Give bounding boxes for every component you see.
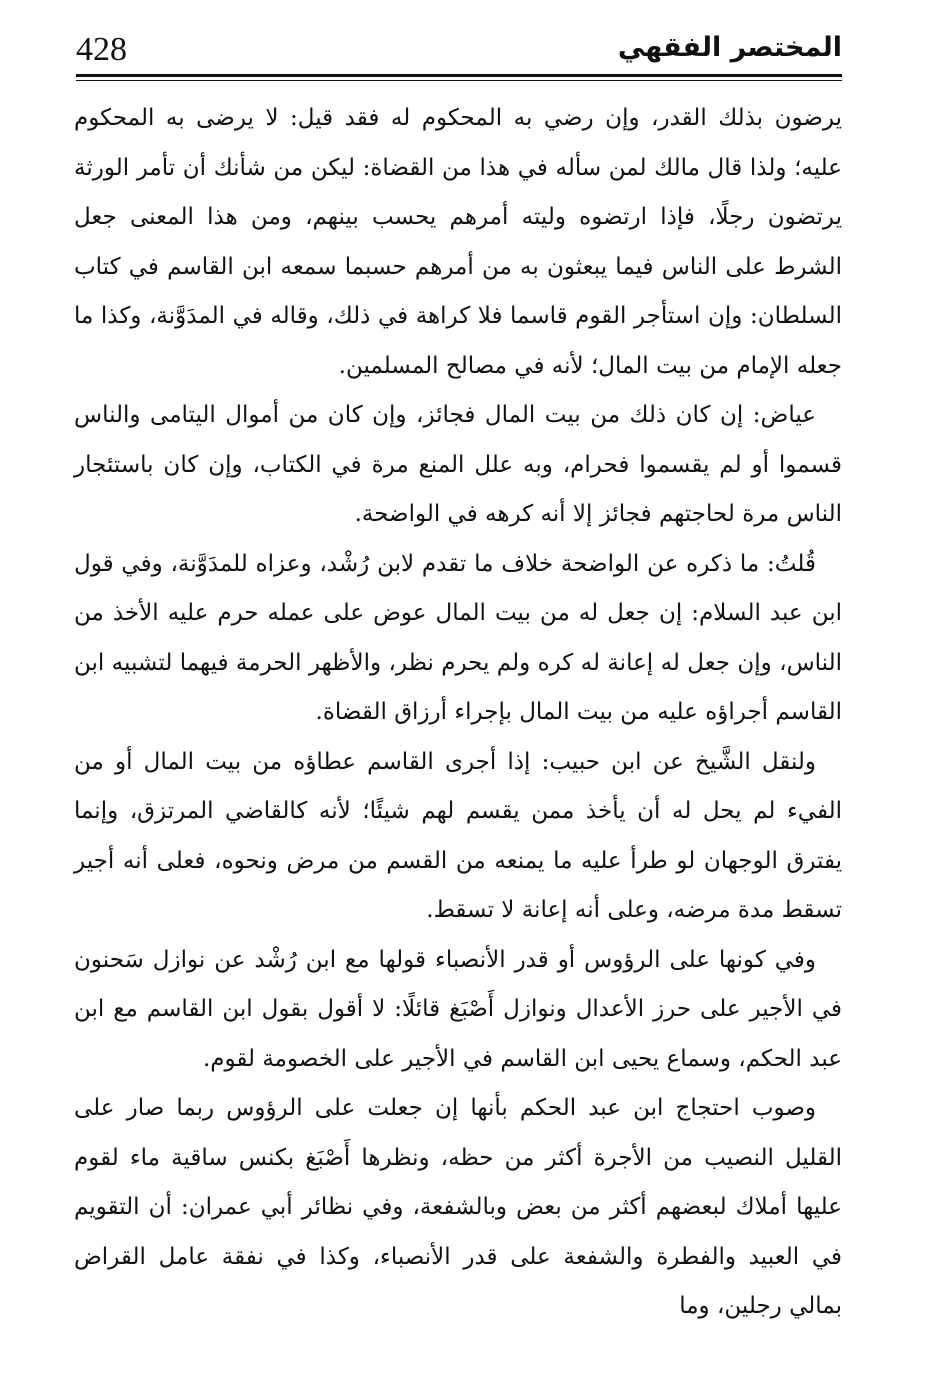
paragraph: عياض: إن كان ذلك من بيت المال فجائز، وإن كان من أموال اليتامى والناس قسموا أو لم يقسموا فحرام، وبه علل المنع مرة في الكتاب، وإن كان باستئجار الناس مرة لحاجتهم فجائز إلا أنه كرهه في الواضحة. — [74, 402, 842, 527]
paragraph: وفي كونها على الرؤوس أو قدر الأنصباء قولها مع ابن رُشْد عن نوازل سَحنون في الأجير على حرز الأعدال ونوازل أَصْبَغ قائلًا: لا أقول بقول ابن القاسم مع ابن عبد الحكم، وسماع يحيى ابن القاسم في الأجير على الخصومة لقوم. — [74, 946, 842, 1072]
page-body — [74, 94, 842, 1332]
paragraph: وصوب احتجاج ابن عبد الحكم بأنها إن جعلت على الرؤوس ربما صار على القليل النصيب من الأجرة أكثر من حظه، ونظرها أَصْبَغ بكنس ساقية ماء لقوم عليها أملاك لبعضهم أكثر من بعض وبالشفعة، وفي نظائر أبي عمران: أن التقويم في العبيد والفطرة والشفعة على قدر الأنصباء، وكذا في نفقة عامل القراض بمالي رجلين، وما — [74, 1095, 842, 1319]
paragraph: يرضون بذلك القدر، وإن رضي به المحكوم له فقد قيل: لا يرضى به المحكوم عليه؛ ولذا قال مالك لمن سأله في هذا من القضاة: ليكن من شأنك أن تأمر الورثة يرتضون رجلًا، فإذا ارتضوه وليته أمرهم يحسب بينهم، ومن هذا المعنى جعل الشرط على الناس فيما يبعثون به من أمرهم حسبما سمعه ابن القاسم في كتاب السلطان: وإن استأجر القوم قاسما فلا كراهة في ذلك، وقاله في المدَوَّنة، وكذا ما جعله الإمام من بيت المال؛ لأنه في مصالح المسلمين. — [74, 105, 842, 379]
book-title: المختصر الفقهي — [617, 32, 842, 63]
page-header — [76, 28, 842, 74]
header-rule-thin — [76, 80, 842, 81]
page-number: 428 — [76, 31, 127, 68]
paragraph: قُلتُ: ما ذكره عن الواضحة خلاف ما تقدم لابن رُشْد، وعزاه للمدَوَّنة، وفي قول ابن عبد السلام: إن جعل له من بيت المال عوض على عمله حرم عليه الأخذ من الناس، وإن جعل له إعانة له كره ولم يحرم نظر، والأظهر الحرمة فيهما لتشبيه ابن القاسم أجراؤه عليه من بيت المال بإجراء أرزاق القضاة. — [74, 550, 842, 725]
paragraph: ولنقل الشَّيخ عن ابن حبيب: إذا أجرى القاسم عطاؤه من بيت المال أو من الفيء لم يحل له أن يأخذ ممن يقسم لهم شيئًا؛ لأنه كالقاضي المرتزق، وإنما يفترق الوجهان لو طرأ عليه ما يمنعه من القسم من مرض ونحوه، فعلى أنه أجير تسقط مدة مرضه، وعلى أنه إعانة لا تسقط. — [74, 748, 842, 923]
header-rule-thick — [76, 74, 842, 77]
